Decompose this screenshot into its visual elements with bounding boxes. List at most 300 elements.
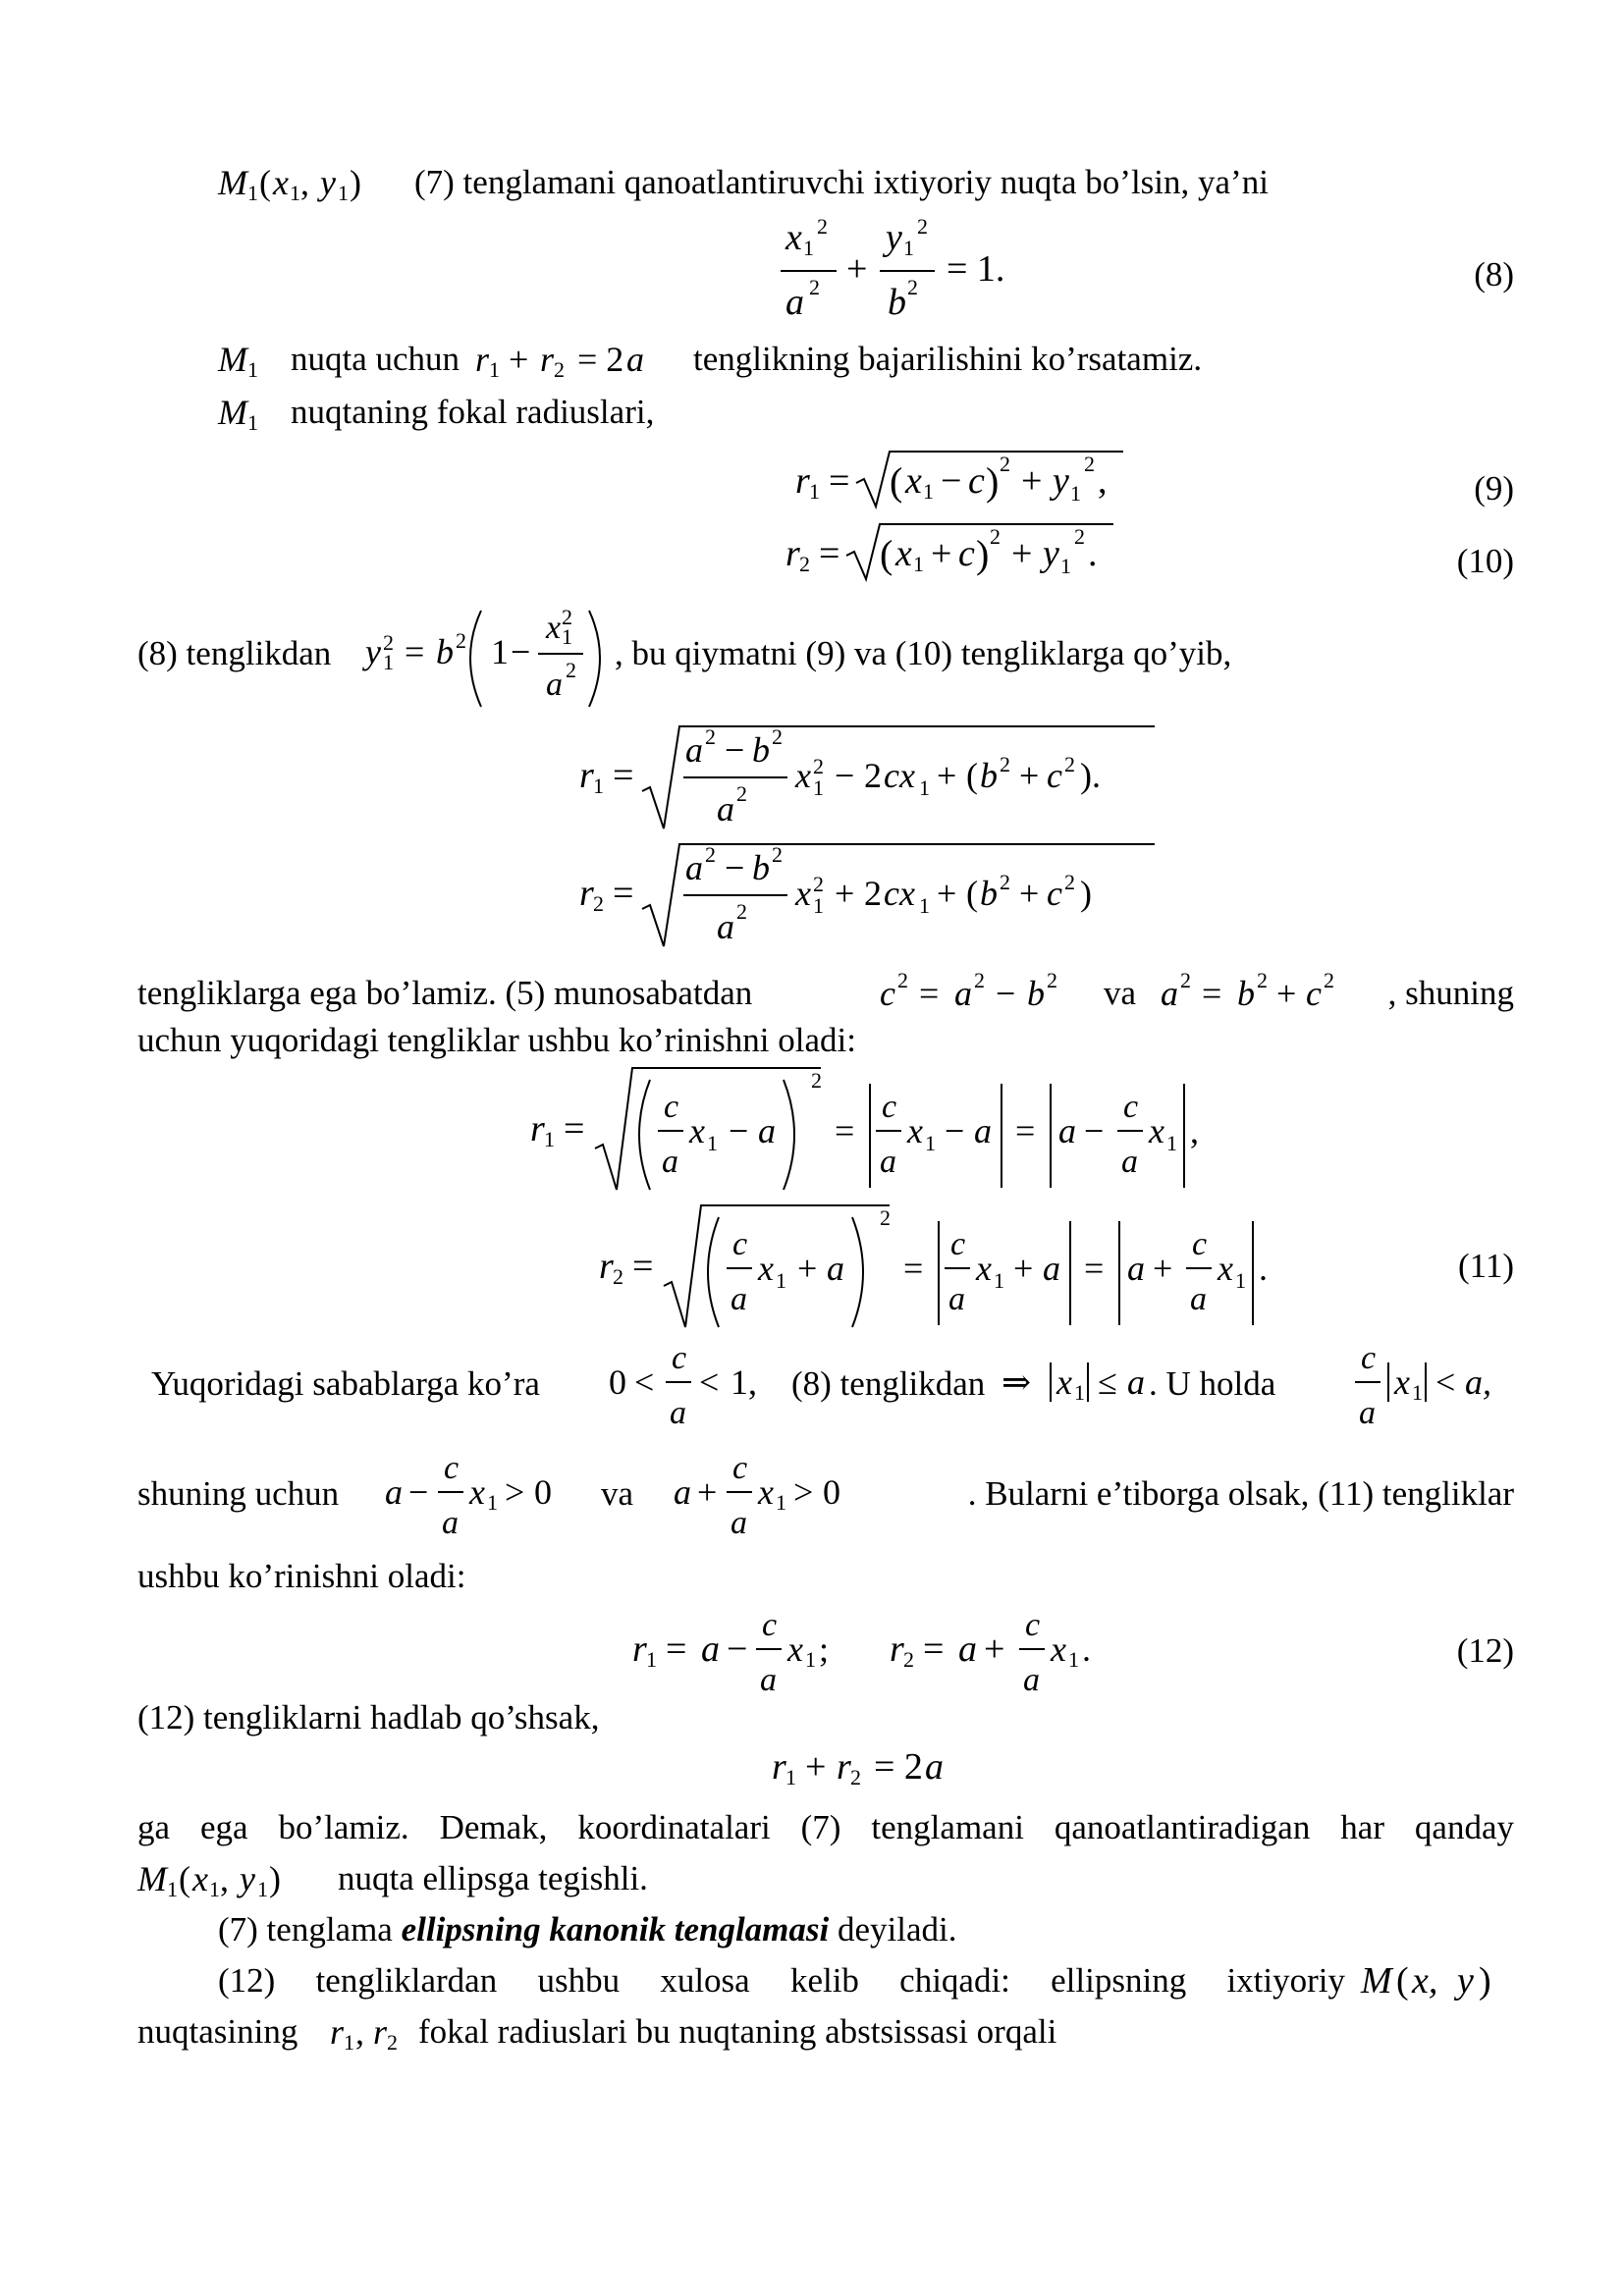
svg-text:1: 1: [562, 624, 572, 649]
svg-text:2: 2: [593, 891, 604, 916]
svg-text:,: ,: [220, 1859, 229, 1898]
svg-text:=: =: [632, 1246, 654, 1287]
line-5-text: tengliklarga ega bo’lamiz. (5) munosabatdan: [137, 974, 753, 1012]
svg-text:2: 2: [1324, 968, 1334, 992]
equation-number-11: (11): [1457, 1247, 1514, 1285]
svg-text:x: x: [192, 1859, 208, 1898]
svg-text:a: a: [785, 282, 804, 323]
svg-text:2: 2: [990, 524, 1001, 549]
svg-text:,: ,: [1190, 1111, 1199, 1150]
svg-text:−: −: [729, 1111, 749, 1150]
svg-text:(: (: [179, 1859, 190, 1898]
svg-text:r: r: [373, 2012, 388, 2052]
svg-text:.: .: [1259, 1249, 1268, 1288]
svg-text:c: c: [444, 1450, 460, 1486]
svg-text:1: 1: [776, 1268, 786, 1293]
svg-text:y: y: [1457, 1960, 1474, 2002]
svg-text:1: 1: [923, 479, 934, 504]
line-5-text-b: va: [1104, 974, 1137, 1012]
svg-text:c: c: [958, 533, 975, 574]
svg-text:c: c: [1192, 1226, 1208, 1262]
svg-text:1: 1: [247, 357, 258, 382]
svg-text:a: a: [1121, 1144, 1138, 1180]
svg-text:x: x: [905, 460, 922, 502]
svg-text:x: x: [469, 1472, 485, 1512]
svg-text:2: 2: [850, 1765, 861, 1789]
svg-text:+: +: [509, 340, 529, 379]
svg-text:).: ).: [1080, 756, 1101, 795]
term-ellipse-canonical-equation: ellipsning kanonik tenglamasi: [401, 1910, 830, 1949]
svg-text:−: −: [408, 1472, 429, 1512]
svg-text:1: 1: [491, 632, 509, 671]
equation-r1-absolute: [520, 1060, 1227, 1198]
svg-text:2: 2: [813, 754, 824, 778]
svg-text:a: a: [442, 1505, 459, 1541]
svg-text:<: <: [699, 1362, 720, 1402]
svg-text:b: b: [888, 282, 906, 323]
svg-text:2: 2: [907, 275, 918, 299]
svg-text:r: r: [579, 755, 594, 796]
paragraph-line-10: (12) tengliklarni hadlab qo’shsak,: [137, 1698, 600, 1736]
svg-text:c: c: [1047, 874, 1062, 913]
svg-text:1: 1: [805, 1647, 816, 1672]
svg-text:x: x: [795, 874, 811, 913]
svg-text:x: x: [907, 1111, 923, 1150]
svg-text:M: M: [218, 393, 247, 432]
line-5-text-c: , shuning: [1387, 974, 1514, 1012]
svg-text:r: r: [330, 2012, 345, 2052]
math-a-plus-positive: [674, 1441, 870, 1549]
svg-text:1: 1: [1166, 1131, 1177, 1155]
equation-r2-absolute: [589, 1198, 1296, 1335]
svg-text:a: a: [1190, 1281, 1207, 1317]
svg-text:a: a: [1359, 1395, 1376, 1431]
equation-sum: [772, 1739, 968, 1794]
svg-text:1: 1: [813, 775, 824, 800]
svg-text:,: ,: [355, 2012, 364, 2052]
svg-text:y: y: [1043, 533, 1059, 574]
svg-text:2: 2: [554, 357, 565, 382]
svg-text:2: 2: [1047, 968, 1057, 992]
math-a-squared: [1161, 966, 1396, 1021]
svg-text:1: 1: [1412, 1380, 1423, 1405]
svg-text:2: 2: [736, 899, 747, 924]
svg-text:1: 1: [257, 1877, 268, 1901]
svg-text:2: 2: [613, 1264, 623, 1289]
svg-text:−: −: [941, 460, 962, 502]
svg-text:y: y: [365, 632, 381, 671]
svg-text:2: 2: [1000, 452, 1010, 476]
svg-text:a: a: [670, 1395, 686, 1431]
svg-text:2: 2: [772, 842, 783, 867]
math-point-m1: [137, 1857, 334, 1906]
equation-8: [776, 212, 1031, 330]
svg-text:): ): [350, 163, 361, 202]
equation-9: [785, 444, 1159, 512]
svg-text:2: 2: [880, 1205, 891, 1230]
svg-text:a: a: [1043, 1249, 1060, 1288]
svg-text:2: 2: [705, 842, 716, 867]
svg-text:2: 2: [864, 756, 882, 795]
svg-text:+: +: [1011, 533, 1033, 574]
svg-text:1: 1: [383, 650, 394, 674]
svg-text:2: 2: [974, 968, 985, 992]
svg-text:a,: a,: [1465, 1362, 1491, 1402]
math-a-minus-positive: [385, 1441, 581, 1549]
svg-text:+: +: [797, 1249, 818, 1288]
svg-text:a: a: [1161, 974, 1178, 1013]
svg-text:2: 2: [1257, 968, 1268, 992]
svg-text:x: x: [1056, 1362, 1072, 1402]
svg-text:a: a: [1127, 1249, 1145, 1288]
svg-text:2: 2: [799, 552, 810, 576]
svg-text:1: 1: [544, 1127, 555, 1151]
svg-text:=: =: [903, 1249, 924, 1288]
svg-text:r: r: [890, 1629, 904, 1670]
math-point-m: [1361, 1959, 1528, 2008]
svg-text:c: c: [762, 1607, 778, 1643]
line-3-text: nuqtaning fokal radiuslari,: [291, 393, 655, 431]
svg-text:(: (: [890, 459, 903, 504]
math-point-m1: [218, 161, 414, 210]
svg-text:+: +: [835, 874, 855, 913]
svg-text:a: a: [954, 974, 972, 1013]
svg-text:=: =: [1015, 1111, 1036, 1150]
svg-text:a: a: [758, 1111, 776, 1150]
svg-text:1: 1: [1060, 554, 1071, 578]
svg-text:+: +: [697, 1472, 718, 1512]
equation-r1-expanded: [569, 719, 1178, 836]
svg-text:a: a: [626, 340, 644, 379]
svg-text:2: 2: [809, 275, 820, 299]
svg-text:2: 2: [813, 872, 824, 896]
svg-text:1: 1: [776, 1490, 786, 1515]
math-c-over-a-abs: [1355, 1331, 1522, 1439]
svg-text:M: M: [1361, 1960, 1392, 2002]
line-14-text: (12) tengliklardan ushbu xulosa kelib chiqadi: ellipsning ixtiyoriy: [218, 1961, 1345, 2000]
svg-text:2: 2: [1180, 968, 1191, 992]
svg-text:M: M: [137, 1859, 167, 1898]
svg-text:b: b: [436, 632, 454, 671]
svg-text:a: a: [674, 1472, 691, 1512]
svg-text:=: =: [1202, 974, 1222, 1013]
svg-text:=: =: [835, 1111, 855, 1150]
equation-number-10: (10): [1456, 542, 1514, 580]
svg-text:2: 2: [917, 214, 928, 239]
line-15-text: nuqtasining: [137, 2012, 298, 2051]
svg-text:=: =: [829, 460, 850, 502]
math-r1-plus-r2: [475, 338, 672, 387]
svg-text:1: 1: [994, 1268, 1004, 1293]
svg-text:x: x: [1051, 1629, 1066, 1669]
line-2-text: nuqta uchun: [291, 340, 460, 378]
svg-text:2: 2: [1064, 870, 1075, 894]
svg-text:= 2: = 2: [577, 340, 624, 379]
svg-text:1: 1: [489, 357, 500, 382]
paragraph-line-11: ga ega bo’lamiz. Demak, koordinatalari (7) tenglamani qanoatlantiradigan har qanday: [137, 1808, 1514, 1846]
math-m1: [218, 338, 267, 387]
svg-text:a: a: [827, 1249, 844, 1288]
svg-text:a: a: [717, 907, 734, 946]
svg-text:2: 2: [903, 1647, 914, 1672]
svg-text:⇒: ⇒: [1001, 1362, 1032, 1402]
svg-text:c: c: [882, 1089, 897, 1125]
svg-text:2: 2: [897, 968, 908, 992]
svg-text:x: x: [1218, 1249, 1233, 1288]
svg-text:r: r: [599, 1246, 614, 1287]
svg-text:a: a: [662, 1144, 678, 1180]
svg-text:y: y: [886, 217, 902, 258]
line-13-text-c: deyiladi.: [838, 1910, 957, 1949]
svg-text:b: b: [980, 756, 998, 795]
line-2-text-b: tenglikning bajarilishini ko’rsatamiz.: [693, 340, 1203, 378]
svg-text:a: a: [958, 1629, 977, 1670]
svg-text:1: 1: [707, 1131, 718, 1155]
svg-text:c: c: [968, 460, 985, 502]
math-c-squared: [880, 966, 1115, 1021]
line-13-text-a: (7) tenglama: [218, 1910, 393, 1949]
svg-text:2: 2: [1064, 752, 1075, 776]
svg-text:1: 1: [1068, 1647, 1079, 1672]
svg-text:x: x: [546, 610, 562, 646]
svg-text:(: (: [259, 163, 271, 202]
svg-text:<: <: [1435, 1362, 1456, 1402]
svg-text:1: 1: [167, 1877, 178, 1901]
svg-text:2: 2: [566, 658, 576, 682]
svg-text:b: b: [752, 848, 770, 887]
line-15-text-b: fokal radiuslari bu nuqtaning abstsissasi orqali: [418, 2012, 1057, 2051]
svg-text:): ): [986, 459, 1000, 504]
svg-text:+: +: [931, 533, 952, 574]
svg-text:2: 2: [772, 724, 783, 749]
line-8-text-c: . Bularni e’tiborga olsak, (11) tengliklar: [967, 1474, 1514, 1513]
svg-text:2: 2: [1000, 752, 1010, 776]
svg-text:(: (: [880, 532, 893, 576]
svg-text:r: r: [785, 533, 800, 574]
line-1-text: (7) tenglamani qanoatlantiruvchi ixtiyoriy nuqta bo’lsin, ya’ni: [414, 163, 1269, 201]
math-c-over-a-range: [609, 1331, 785, 1439]
svg-text:1: 1: [925, 1131, 936, 1155]
line-12-text: nuqta ellipsga tegishli.: [338, 1859, 648, 1897]
svg-text:+: +: [1153, 1249, 1173, 1288]
svg-text:2: 2: [1084, 452, 1095, 476]
svg-text:x: x: [895, 533, 912, 574]
svg-text:(: (: [966, 756, 978, 795]
svg-text:x: x: [1149, 1111, 1164, 1150]
svg-text:1: 1: [809, 479, 820, 504]
svg-text:M: M: [218, 340, 247, 379]
paragraph-line-6: uchun yuqoridagi tengliklar ushbu ko’rinishni oladi:: [137, 1021, 856, 1059]
math-m1: [218, 391, 267, 440]
svg-text:a: a: [925, 1746, 944, 1788]
svg-text:1: 1: [903, 236, 914, 260]
svg-text:a: a: [701, 1629, 720, 1670]
svg-text:c: c: [950, 1226, 966, 1262]
svg-text:1: 1: [803, 236, 814, 260]
svg-text:+: +: [1276, 974, 1297, 1013]
line-7-text-b: (8) tenglikdan: [791, 1364, 986, 1403]
svg-text:2: 2: [817, 214, 828, 239]
svg-text:+: +: [937, 874, 957, 913]
svg-text:r: r: [579, 873, 594, 914]
svg-text:2: 2: [1000, 870, 1010, 894]
svg-text:−: −: [725, 730, 745, 770]
svg-text:,: ,: [300, 163, 309, 202]
svg-text:+: +: [1021, 460, 1043, 502]
svg-text:b: b: [752, 730, 770, 770]
svg-text:+: +: [805, 1746, 827, 1788]
svg-text:a: a: [731, 1505, 747, 1541]
line-7-text-c: . U holda: [1149, 1364, 1276, 1403]
svg-text:x,: x,: [1412, 1960, 1438, 2002]
equation-10: [776, 516, 1149, 585]
svg-text:= 1.: = 1.: [947, 248, 1005, 290]
svg-text:c: c: [1123, 1089, 1139, 1125]
svg-text:1: 1: [209, 1877, 220, 1901]
equation-12: [623, 1598, 1133, 1706]
svg-text:2: 2: [383, 630, 394, 655]
svg-text:c: c: [880, 974, 895, 1013]
svg-text:=: =: [666, 1629, 687, 1670]
svg-text:c: c: [1361, 1340, 1377, 1376]
svg-text:a: a: [1023, 1662, 1040, 1698]
svg-text:b: b: [1027, 974, 1045, 1013]
svg-text:−: −: [1084, 1111, 1105, 1150]
svg-text:,: ,: [1098, 460, 1108, 502]
svg-text:b: b: [980, 874, 998, 913]
svg-text:+: +: [1019, 874, 1040, 913]
svg-text:2: 2: [562, 605, 572, 629]
svg-text:x: x: [795, 756, 811, 795]
svg-text:a: a: [880, 1144, 896, 1180]
svg-text:a: a: [731, 1281, 747, 1317]
svg-text:+: +: [937, 756, 957, 795]
equation-number-9: (9): [1474, 469, 1514, 507]
svg-text:.: .: [1088, 533, 1098, 574]
svg-text:.: .: [1082, 1629, 1091, 1669]
svg-text:(: (: [1396, 1960, 1409, 2002]
svg-text:−: −: [511, 632, 531, 671]
equation-number-12: (12): [1456, 1631, 1514, 1670]
svg-text:=: =: [613, 873, 634, 914]
svg-text:;: ;: [819, 1629, 830, 1669]
svg-text:=: =: [923, 1629, 945, 1670]
svg-text:1: 1: [1235, 1268, 1246, 1293]
svg-text:r: r: [632, 1629, 647, 1670]
svg-text:1: 1: [646, 1647, 657, 1672]
svg-text:y: y: [240, 1859, 255, 1898]
svg-text:2: 2: [811, 1068, 822, 1093]
svg-text:0: 0: [534, 1472, 552, 1512]
svg-text:=: =: [405, 632, 425, 671]
svg-text:r: r: [540, 340, 555, 379]
svg-text:1: 1: [487, 1490, 498, 1515]
svg-text:2: 2: [705, 724, 716, 749]
svg-text:x: x: [785, 217, 802, 258]
svg-text:a: a: [1127, 1362, 1145, 1402]
svg-text:x: x: [1394, 1362, 1410, 1402]
svg-text:c: c: [732, 1450, 748, 1486]
paragraph-line-9: ushbu ko’rinishni oladi:: [137, 1557, 466, 1595]
svg-text:+: +: [1019, 756, 1040, 795]
svg-text:): ): [1080, 874, 1092, 913]
svg-text:): ): [269, 1859, 281, 1898]
svg-text:1: 1: [247, 410, 258, 435]
svg-text:b: b: [1237, 974, 1255, 1013]
svg-text:c: c: [1025, 1607, 1041, 1643]
svg-text:=: =: [919, 974, 940, 1013]
svg-text:1: 1: [338, 181, 349, 205]
svg-text:+: +: [846, 248, 868, 290]
svg-text:1: 1: [290, 181, 300, 205]
svg-text:1: 1: [344, 2030, 354, 2055]
svg-text:r: r: [837, 1746, 851, 1788]
svg-text:2: 2: [1074, 524, 1085, 549]
svg-text:a: a: [974, 1111, 992, 1150]
svg-text:a: a: [1058, 1111, 1076, 1150]
svg-text:−: −: [727, 1629, 748, 1670]
svg-text:0: 0: [609, 1362, 626, 1402]
svg-text:r: r: [475, 340, 490, 379]
svg-text:1: 1: [919, 775, 930, 800]
svg-text:>: >: [505, 1472, 525, 1512]
svg-text:a: a: [546, 667, 563, 703]
svg-text:c: c: [1047, 756, 1062, 795]
svg-text:+: +: [984, 1629, 1005, 1670]
svg-text:−: −: [945, 1111, 965, 1150]
svg-text:2: 2: [456, 628, 466, 653]
svg-text:1,: 1,: [731, 1362, 757, 1402]
svg-text:+: +: [1013, 1249, 1034, 1288]
svg-text:x: x: [758, 1249, 774, 1288]
equation-r2-expanded: [569, 836, 1178, 954]
line-4-text-b: , bu qiymatni (9) va (10) tengliklarga qo’yib,: [615, 634, 1232, 672]
svg-text:1: 1: [913, 552, 924, 576]
line-8-text-b: va: [601, 1474, 634, 1513]
svg-text:c: c: [1306, 974, 1322, 1013]
svg-text:2: 2: [864, 874, 882, 913]
svg-text:>: >: [793, 1472, 814, 1512]
svg-text:= 2: = 2: [874, 1746, 923, 1788]
paragraph-line-13: [218, 1908, 957, 1951]
svg-text:=: =: [564, 1108, 585, 1149]
line-7-text: Yuqoridagi sabablarga ko’ra: [151, 1364, 540, 1403]
svg-text:): ): [976, 532, 990, 576]
svg-text:2: 2: [736, 781, 747, 806]
svg-text:−: −: [725, 848, 745, 887]
svg-text:x: x: [787, 1629, 803, 1669]
svg-text:x: x: [689, 1111, 705, 1150]
line-4-text: (8) tenglikdan: [137, 634, 332, 672]
svg-text:a: a: [717, 789, 734, 828]
svg-text:y: y: [320, 163, 336, 202]
svg-text:r: r: [795, 460, 810, 502]
svg-text:y: y: [1053, 460, 1069, 502]
svg-text:cx: cx: [884, 756, 915, 795]
svg-text:=: =: [1084, 1249, 1105, 1288]
svg-text:1: 1: [1070, 481, 1081, 506]
svg-text:a: a: [685, 730, 703, 770]
svg-text:c: c: [672, 1340, 687, 1376]
svg-text:r: r: [772, 1746, 786, 1788]
svg-text:≤: ≤: [1098, 1362, 1117, 1402]
equation-number-8: (8): [1474, 255, 1514, 294]
svg-text:a: a: [685, 848, 703, 887]
svg-text:a: a: [385, 1472, 403, 1512]
svg-text:c: c: [732, 1226, 748, 1262]
svg-text:cx: cx: [884, 874, 915, 913]
svg-text:M: M: [218, 163, 247, 202]
